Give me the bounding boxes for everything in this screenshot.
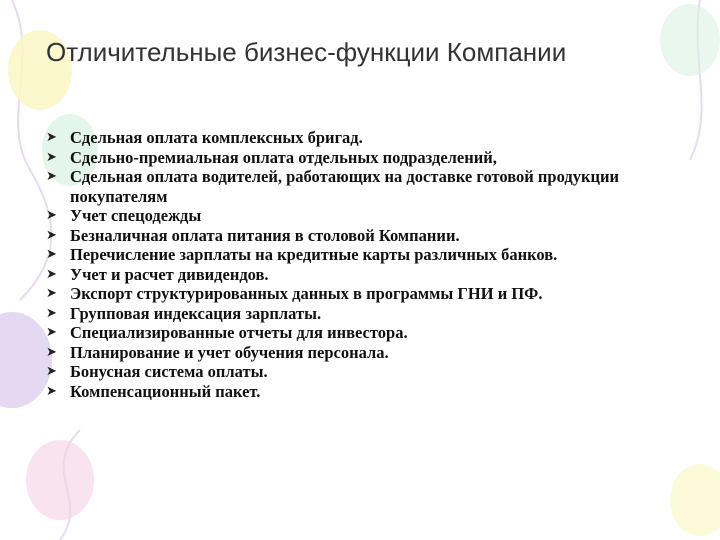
arrowhead-bullet-icon: ➤ xyxy=(46,227,57,243)
bullet-item xyxy=(46,206,686,226)
bullet-item xyxy=(46,128,686,148)
balloon-yellow-bottom-right xyxy=(670,464,720,536)
arrowhead-bullet-icon: ➤ xyxy=(46,305,57,321)
arrowhead-bullet-icon: ➤ xyxy=(46,325,57,340)
bullet-item xyxy=(46,382,686,402)
balloon-lavender xyxy=(0,312,52,408)
arrowhead-bullet-icon: ➤ xyxy=(46,149,57,165)
bullet-text: Перечисление зарплаты на кредитные карты различных банков. xyxy=(70,245,558,264)
arrowhead-bullet-icon: ➤ xyxy=(46,364,57,379)
bullet-text: Бонусная система оплаты. xyxy=(70,362,268,381)
bullet-text: Групповая индексация зарплаты. xyxy=(70,303,322,323)
bullet-text: Учет спецодежды xyxy=(70,206,202,225)
bullet-item xyxy=(46,167,686,206)
bullet-text: Сдельная оплата комплексных бригад. xyxy=(70,128,363,147)
bullet-text: Экспорт структурированных данных в программы ГНИ и ПФ. xyxy=(70,284,543,303)
arrowhead-bullet-icon: ➤ xyxy=(46,266,57,282)
bullet-text: Компенсационный пакет. xyxy=(70,381,261,401)
bullet-item xyxy=(46,343,686,363)
arrowhead-bullet-icon: ➤ xyxy=(46,383,57,399)
arrowhead-bullet-icon: ➤ xyxy=(46,247,57,262)
bullet-text: Специализированные отчеты для инвестора. xyxy=(70,323,408,342)
bullet-list xyxy=(46,128,686,401)
bullet-text: Сдельно-премиальная оплата отдельных подразделений, xyxy=(70,147,497,167)
bullet-text: Сдельная оплата водителей, работающих на доставке готовой продукции покупателям xyxy=(70,167,619,206)
arrowhead-bullet-icon: ➤ xyxy=(46,344,57,360)
slide-title: Отличительные бизнес-функции Компании xyxy=(46,37,567,67)
bullet-text: Планирование и учет обучения персонала. xyxy=(70,342,389,362)
arrowhead-bullet-icon: ➤ xyxy=(46,130,57,145)
arrowhead-bullet-icon: ➤ xyxy=(46,208,57,223)
bullet-item xyxy=(46,148,686,168)
bullet-item xyxy=(46,362,686,382)
arrowhead-bullet-icon: ➤ xyxy=(46,169,57,184)
bullet-item xyxy=(46,323,686,343)
bullet-item xyxy=(46,245,686,265)
balloon-pink xyxy=(26,440,94,520)
bullet-text: Учет и расчет дивидендов. xyxy=(70,264,269,284)
arrowhead-bullet-icon: ➤ xyxy=(46,286,57,301)
bullet-text: Безналичная оплата питания в столовой Компании. xyxy=(70,225,460,245)
bullet-item xyxy=(46,226,686,246)
balloon-mint-top-right xyxy=(660,4,720,76)
bullet-item xyxy=(46,304,686,324)
bullet-item xyxy=(46,284,686,304)
bullet-item xyxy=(46,265,686,285)
